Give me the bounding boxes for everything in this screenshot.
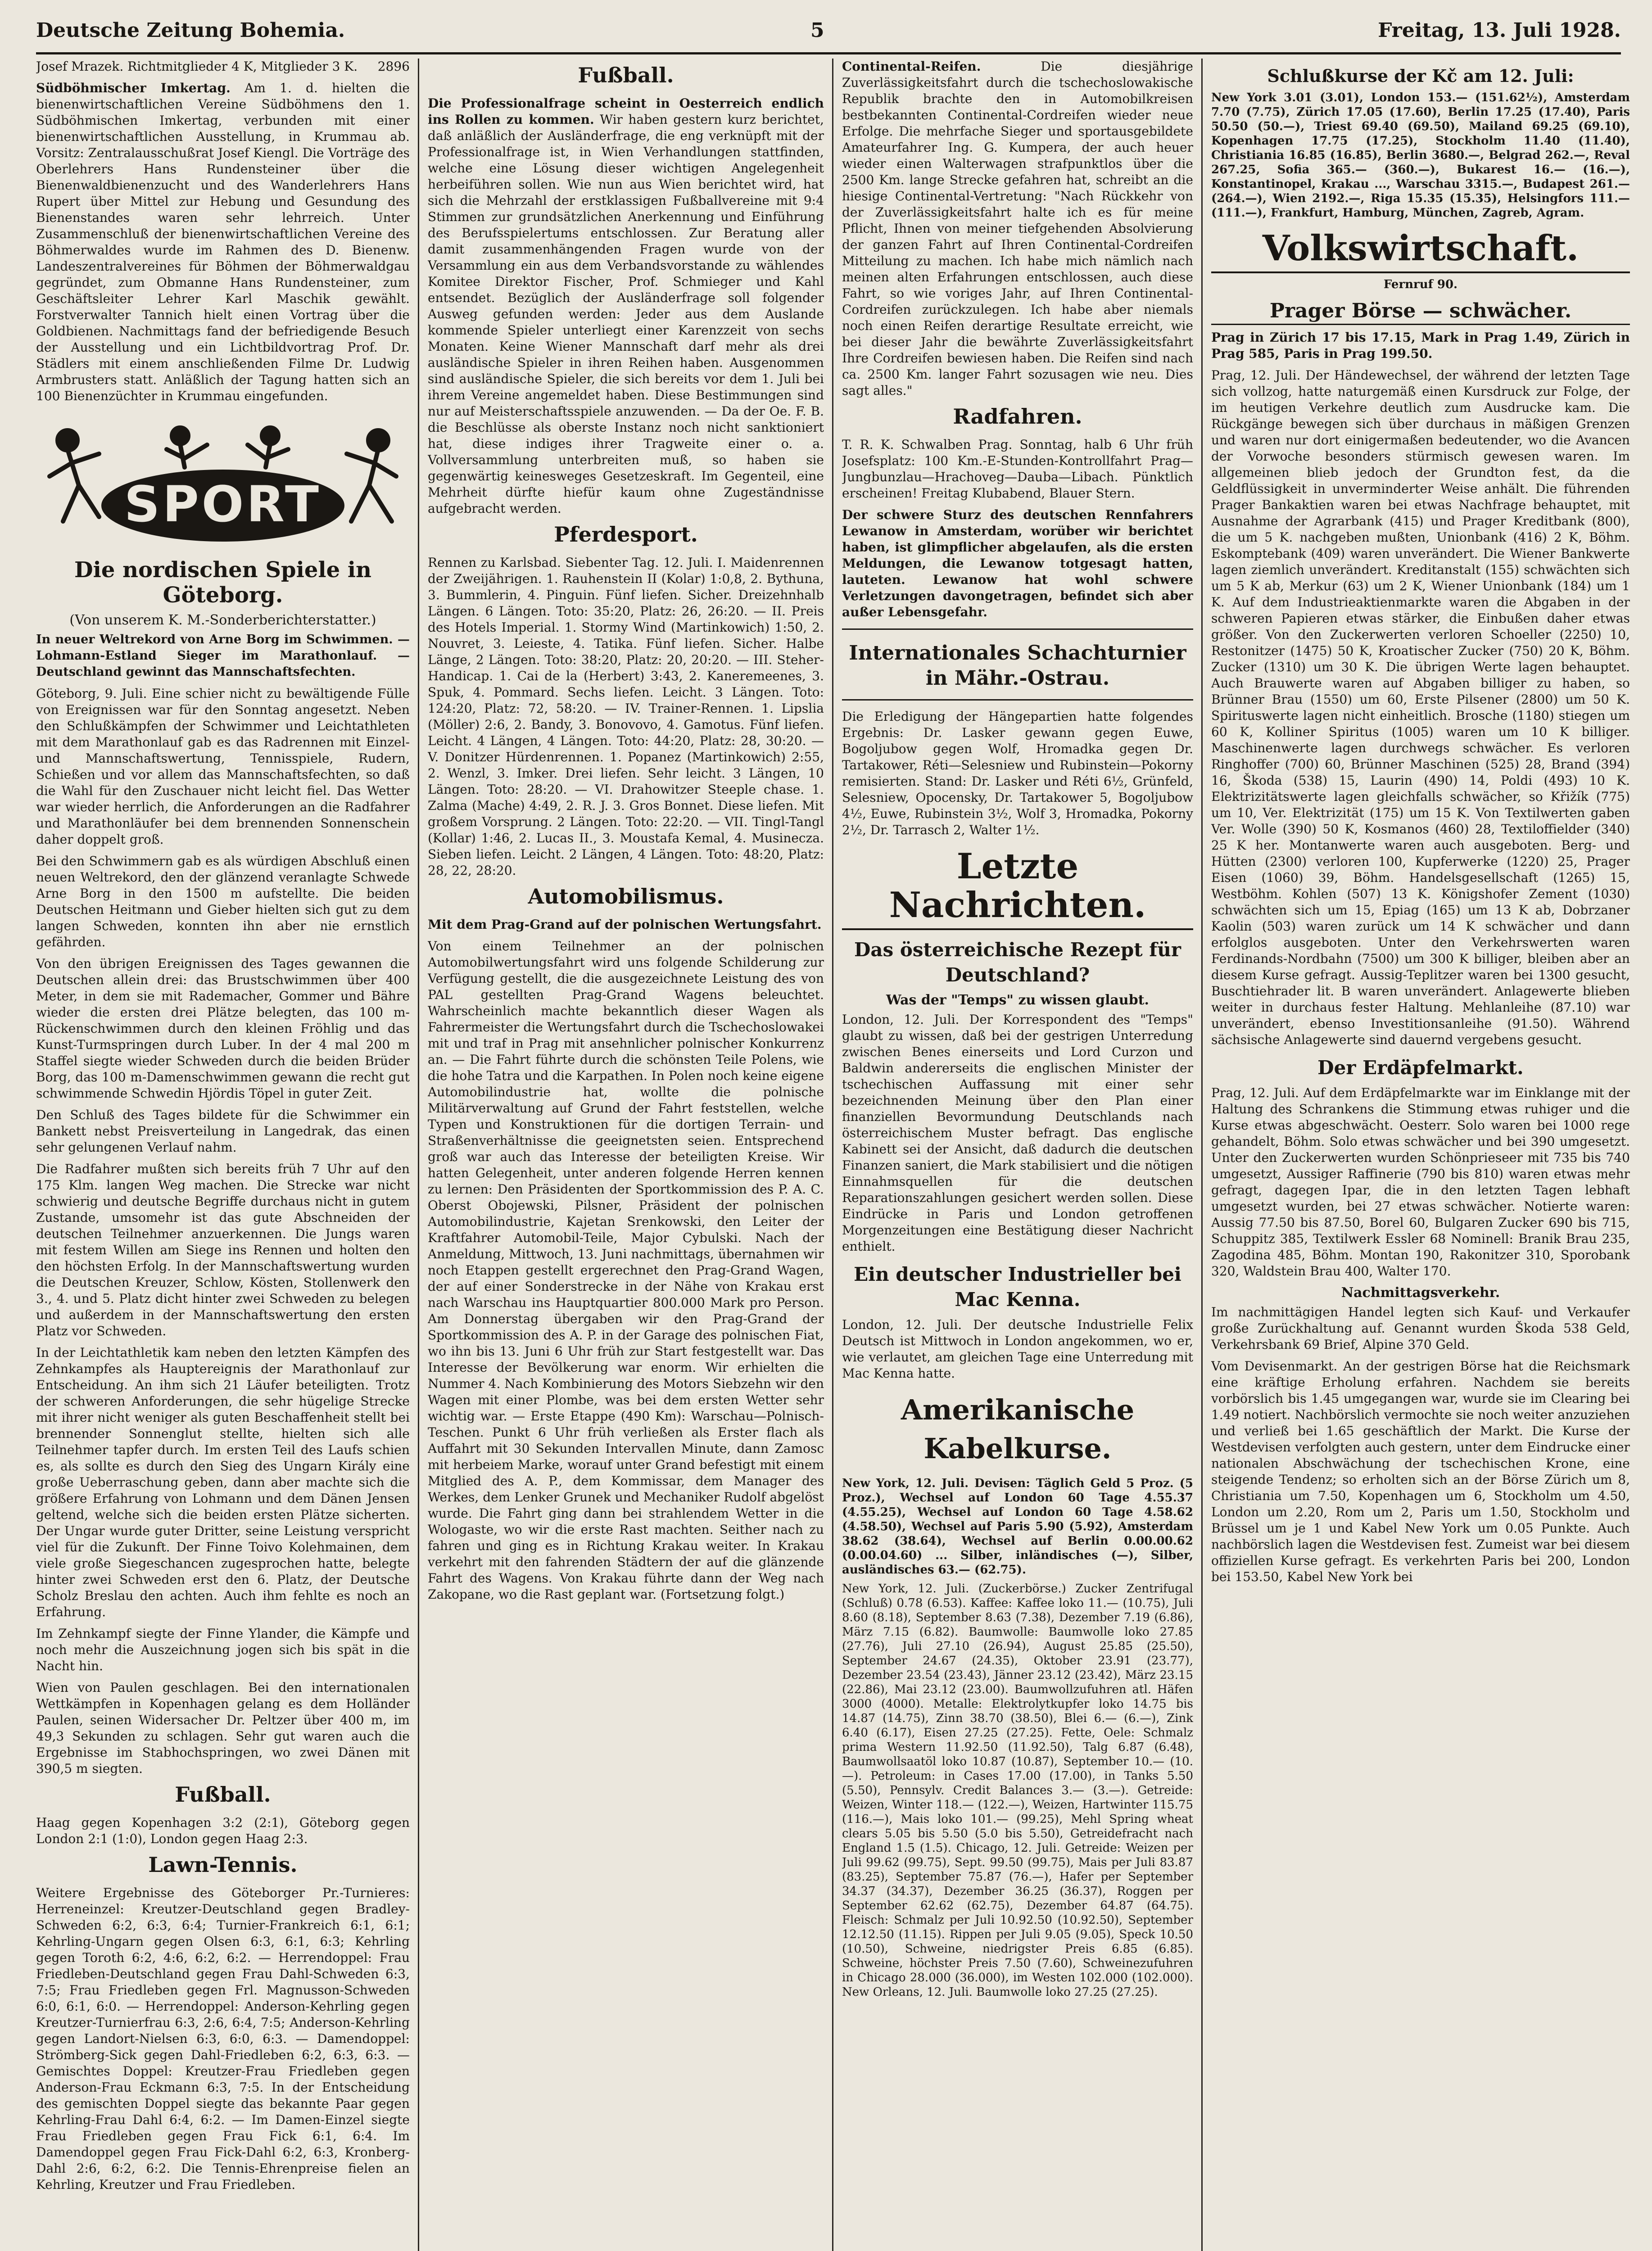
rezept-subhead: Was der "Temps" zu wissen glaubt. [886,992,1149,1008]
goteborg-paragraph: Im Zehnkampf siegte der Finne Ylander, die Kämpfe und noch mehr die Auszeichnung jogen sich bis spät in die Nacht hin. [36,1626,410,1673]
column-4 [1211,59,1630,2251]
goteborg-paragraph: Göteborg, 9. Juli. Eine schier nicht zu bewältigende Fülle von Ereignissen war für den Sonntag angesetzt. Neben den Schlußkämpfen der Schwimmer und Leichtathleten mit dem Marathonlauf gab es das Radrennen mit Einzel- und Mannschaftswertung, Tennisspiele, Rudern, Schießen und vor allem das Mannschaftsfechten, so daß die Wahl für den Zuschauer nicht leicht fiel. Das Wetter war wieder herrlich, die Anforderungen an die Radfahrer und Marathonläufer bei dem brennenden Sonnenschein daher doppelt groß. [36,686,410,847]
volkswirtschaft-headline: Volkswirtschaft. [1211,229,1630,273]
fussball-article: Die Professionalfrage scheint in Oesterreich endlich ins Rollen zu kommen. Wir haben gestern kurz berichtet, daß anläßlich der Ausländerfrage, die eng verknüpft mit der Professionalfrage ist, in Wien Verhandlungen stattfinden, welche eine Lösung dieser wichtigen Angelegenheit herbeiführen sollen. Wie nun aus Wien berichtet wird, hat sich die Mehrzahl der erstklassigen Fußballvereine mit 9:4 Stimmen zur grundsätzlichen Anerkennung und Einführung des Berufsspielertums entschlossen. Zur Beratung aller damit zusammenhängenden Fragen wurde von der Versammlung ein aus dem Verbandsvorstande zu wählendes Komitee Direktor Fischer, Prof. Schmieger und Kahl entsendet. Bezüglich der Ausländerfrage soll folgender Ausweg gefunden werden: Jeder aus dem Auslande kommende Spieler unterliegt einer Karenzzeit von sechs Monaten. Keine Wiener Mannschaft darf mehr als drei ausländische Spieler in ihren Reihen haben. Ausgenommen sind ausländische Spieler, die sich bereits vor dem 1. Juli bei ihrem Vereine angemeldet haben. Diese Bestimmungen sind nur auf Meisterschaftsspiele anzuwenden. — Da der Oe. F. B. die Beschlüsse als oberste Instanz noch nicht sanktioniert hat, diese indiges ihrer Tragweite einer o. a. Vollversammlung unterbreiten muß, so haben sie gegenwärtig keinesweges Gesetzeskraft. Im Gegenteil, eine Mehrheit dürfte hiefür kaum ohne Zugeständnisse aufgebracht werden. [428,96,824,516]
schach-article: Die Erledigung der Hängepartien hatte folgendes Ergebnis: Dr. Lasker gewann gegen Euwe, Bogoljubow gegen Wolf, Hromadka gegen Dr. Tartakower, Réti—Selesniew und Rubinstein—Pokorny remisierten. Stand: Dr. Lasker und Réti 6½, Grünfeld, Selesniew, Opocensky, Dr. Tartakower 5, Bogoljubow 4½, Euwe, Rubinstein 3½, Wolf 3, Hromadka, Pokorny 2½, Dr. Tarrasch 2, Walter 1½. [842,709,1193,837]
masthead-paper-name: Deutsche Zeitung Bohemia. [36,19,345,42]
sport-banner [36,413,410,548]
schach-headline: Internationales Schachturnier in Mähr.-Ostrau. [849,642,1186,690]
goteborg-paragraph: Wien von Paulen geschlagen. Bei den internationalen Wettkämpfen in Kopenhagen gelang es dem Holländer Paulen, seinen Widersacher Dr. Peltzer über 400 m, im 49,3 Sekunden zu schlagen. Sehr gut waren auch die Ergebnisse im Stabhochspringen, wo zwei Dänen mit 390,5 m siegten. [36,1680,410,1776]
radfahren-section-title: Radfahren. [953,404,1082,429]
goteborg-paragraph: Den Schluß des Tages bildete für die Schwimmer ein Bankett nebst Preisverteilung in Langedrak, das einen sehr gelungenen Verlauf nahm. [36,1107,410,1155]
industrie-headline: Ein deutscher Industrieller bei Mac Kenna. [854,1263,1181,1311]
sport-banner-illustration [36,413,410,548]
continental-article: Continental-Reifen. Die diesjährige Zuverlässigkeitsfahrt durch die tschechoslowakische Republik brachte den in Automobilkreisen bestbekannten Continental-Cordreifen wieder neue Erfolge. Die mehrfache Sieger und sportausgebildete Amateurfahrer Ing. G. Kumpera, der auch heuer wieder einen Walterwagen strafpunktlos über die 2500 Km. lange Strecke gefahren hat, schreibt an die hiesige Continental-Vertretung: "Nach Rückkehr von der Zuverlässigkeitsfahrt halte ich es für meine Pflicht, Ihnen von meiner tiefgehenden Absolvierung der ganzen Fahrt auf Ihren Continental-Cordreifen Mitteilung zu machen. Ich habe mich nämlich nach meinen alten Erfahrungen entschlossen, auch diese Fahrt, so wie voriges Jahr, auf Ihren Continental-Cordreifen zurückzulegen. Ich habe aber niemals noch einen Reifen derartige Resultate erreicht, wie bei dieser Jahr die bewährte Zuverlässigkeitsfahrt Ihre Cordreifen bewiesen haben. Die Reifen sind nach ca. 2500 Km. langer Fahrt sozusagen wie neu. Dies sagt alles." [842,59,1193,398]
column-rule [832,59,833,2251]
intro-line: Josef Mrazek. Richtmitglieder 4 K, Mitglieder 3 K. 2896 [36,59,410,74]
kabelkurse-waren: New York, 12. Juli. (Zuckerbörse.) Zucker Zentrifugal (Schluß) 0.78 (6.53). Kaffee: Kaffee loko 11.— (10.75), Juli 8.60 (8.18), September 8.63 (7.38), Dezember 7.19 (6.86), März 7.15 (6.82). Baumwolle: Baumwolle loko 27.85 (27.76), Juli 27.10 (26.94), August 25.85 (25.50), September 24.67 (24.35), Oktober 23.91 (23.77), Dezember 23.54 (23.43), Jänner 23.12 (23.42), März 23.15 (22.86), Mai 23.12 (23.00). Baumwollzufuhren atl. Häfen 3000 (4000). Metalle: Elektrolytkupfer loko 14.75 bis 14.87 (14.75), Zinn 38.70 (38.50), Blei 6.— (6.—), Zink 6.40 (6.17), Eisen 27.25 (27.25). Fette, Oele: Schmalz prima Western 11.92.50 (11.92.50), Talg 6.87 (6.48), Baumwollsaatöl loko 10.87 (10.87), September 10.— (10.—). Petroleum: in Cases 17.00 (17.00), in Tanks 5.50 (5.50), Pennsylv. Credit Balances 3.— (3.—). Getreide: Weizen, Winter 118.— (122.—), Weizen, Hartwinter 115.75 (116.—), Mais loko 101.— (99.25), Mehl Spring wheat clears 5.05 bis 5.50 (5.0 bis 5.50), Getreidefracht nach England 1.5 (1.5). Chicago, 12. Juli. Getreide: Weizen per Juli 99.62 (99.75), Sept. 99.50 (99.75), Mais per Juli 83.87 (83.25), September 75.87 (76.—), Hafer per September 34.37 (34.37), Dezember 36.25 (36.37), Roggen per September 62.62 (62.75), Dezember 64.87 (64.75). Fleisch: Schmalz per Juli 10.92.50 (10.92.50), September 12.12.50 (11.15). Rippen per Juli 9.05 (9.05), Speck 10.50 (10.50), Schweine, niedrigster Preis 6.85 (6.85). Schweine, höchster Preis 7.50 (7.60), Schweinezufuhren in Chicago 28.000 (36.000), im Westen 102.000 (102.000). New Orleans, 12. Juli. Baumwolle loko 27.25 (27.25). [842,1582,1193,1999]
goteborg-paragraph: In der Leichtathletik kam neben den letzten Kämpfen des Zehnkampfes als Hauptereignis der Marathonlauf zur Entscheidung. An ihm sich 21 Läufer beteiligten. Trotz der schweren Anforderungen, die sehr hügelige Strecke mit ihrer nicht weniger als guten Beschaffenheit stellt bei brennender Sonnenglut stellte, hielten sich alle Teilnehmer tapfer durch. Im ersten Teil des Laufs schien es, als sollte es durch den Sieg des Ungarn Király eine große Ueberraschung geben, dann aber machte sich die größere Erfahrung von Lohmann und dem Dänen Jensen geltend, welche sich die beiden ersten Plätze sicherten. Der Ungar wurde guter Dritter, seine Leistung verspricht viel für die Zukunft. Der Finne Toivo Kolehmainen, dem viele große Siegeschancen zugesprochen hatte, belegte hinter zwei Schweden erst den 6. Platz, der Deutsche Scholz Breslau den achten. Auch ihm fehlte es noch an Erfahrung. [36,1345,410,1619]
rezept-headline: Das österreichische Rezept für Deutschland? [854,939,1181,986]
tennis-results: Weitere Ergebnisse des Göteborger Pr.-Turnieres: Herreneinzel: Kreutzer-Deutschland gegen Bradley-Schweden 6:2, 6:3, 6:4; Turnier-Frankreich 6:1, 6:1; Kehrling-Ungarn gegen Olsen 6:3, 6:1, 6:3; Kehrling gegen Toroth 6:2, 4:6, 6:2, 6:2. — Herrendoppel: Frau Friedleben-Deutschland gegen Frau Dahl-Schweden 6:3, 7:5; Frau Friedleben gegen Frl. Magnusson-Schweden 6:0, 6:1, 6:0. — Herrendoppel: Anderson-Kehrling gegen Kreutzer-Turnierfrau 6:3, 2:6, 6:4, 7:5; Anderson-Kehrling gegen Landort-Nielsen 6:3, 6:0, 6:3. — Damendoppel: Strömberg-Sick gegen Dahl-Friedleben 6:2, 6:3, 6:3. — Gemischtes Doppel: Kreutzer-Frau Friedleben gegen Anderson-Frau Eckmann 6:3, 7:5. In der Entscheidung des gemischten Doppel siegte das bekannte Paar gegen Kehrling-Frau Dahl 6:4, 6:2. — Im Damen-Einzel siegte Frau Friedleben gegen Frau Fick 6:1, 6:4. Im Damendoppel gegen Frau Fick-Dahl 6:2, 6:3, Kronberg-Dahl 2:6, 6:2, 6:2. Die Tennis-Ehrenpreise fielen an Kehrling, Kreutzer und Frau Friedleben. [36,1885,410,2192]
column-rule [1201,59,1203,2251]
kabelkurse-devisen: New York, 12. Juli. Devisen: Täglich Geld 5 Proz. (5 Proz.), Wechsel auf London 60 Tage 4.55.37 (4.55.25), Wechsel auf London 60 Tage 4.58.62 (4.58.50), Wechsel auf Paris 5.90 (5.92), Amsterdam 38.62 (38.64), Wechsel auf Berlin 0.00.00.62 (0.00.04.60) ... Silber, inländisches (—), Silber, ausländisches 63.— (62.75). [842,1477,1193,1577]
column-1 [36,59,410,2251]
sport-banner-word: SPORT [124,475,322,533]
fussball-section-title: Fußball. [175,1782,271,1807]
kabelkurse-headline: Amerikanische Kabelkurse. [901,1393,1135,1465]
column-2 [428,59,824,2251]
letzte-nachrichten-headline: Letzte Nachrichten. [842,847,1193,930]
goteborg-paragraph: Von den übrigen Ereignissen des Tages gewannen die Deutschen allein drei: das Brustschwimmen über 400 Meter, in dem sie mit Rademacher, Gommer und Bähre wieder die ersten drei Plätze belegten, das 100 m-Rückenschwimmen durch den kleinen Fröhlig und das Kunst-Turmspringen durch Luber. In der 4 mal 200 m Staffel siegte wieder Schweden durch die beiden Brüder Borg, das 100 m-Damenschwimmen gewann die recht gut schwimmende Schwedin Hjördis Töpel in guter Zeit. [36,956,410,1101]
automobilismus-lead: Mit dem Prag-Grand auf der polnischen Wertungsfahrt. [428,917,822,932]
masthead-page-number: 5 [810,19,824,42]
boerse-article: Prag, 12. Juli. Der Händewechsel, der während der letzten Tage sich vollzog, hatte naturgemäß einen Kursdruck zur Folge, der im heutigen Verkehre deutlich zum Ausdrucke kam. Die Rückgänge bewegen sich über durchaus in mäßigen Grenzen und waren nur dort einigermaßen bedeutender, wo die Avancen der Vorwoche besonders stürmisch gewesen waren. Im allgemeinen blieb jedoch der Grundton fest, da die Geldflüssigkeit in unverminderter Weise anhält. Die führenden Prager Bankaktien waren bei etwas Nachfrage behauptet, mit Ausnahme der Agrarbank (415) und Prager Kreditbank (800), die um 5 K. nachgeben mußten, Unionbank (416) 2 K, Böhm. Eskomptebank (409) waren unverändert. Die Wiener Bankwerte lagen ziemlich unverändert. Kreditanstalt (155) schwächten sich um 5 K ab, Merkur (63) um 2 K, Wiener Unionbank (184) um 1 K. Auf dem Industrieaktienmarkte waren die Abgaben in der schweren Papieren etwas stärker, die Einbußen daher etwas größer. Von den Zuckerwerten verloren Schoeller (2250) 10, Restonitzer (1475) 50 K, Kroatischer Zucker (750) 20 K, Böhm. Zucker (1310) um 30 K. Die übrigen Werte lagen behauptet. Auch Brauwerte waren auf Abgaben billiger zu haben, so Brünner Brau (1550) um 60, Erste Pilsener (2800) um 50 K. Spirituswerte lagen nicht einheitlich. Brosche (1180) stiegen um 60 K, Kolliner Spiritus (1005) waren um 10 K billiger. Maschinenwerte lagen durchwegs schwächer. Es verloren Ringhoffer (700) 60, Brünner Maschinen (525) 28, Brand (394) 16, Škoda (538) 15, Laurin (490) 14, Poldi (493) 10 K. Elektrizitätswerte lagen gleichfalls schwächer, so Křižík (775) um 10, Ver. Elektrizität (175) um 15 K. Von Textilwerten gaben Ver. Wolle (390) 50 K, Kosmanos (460) 28, Textiloffielder (340) 25 K her. Montanwerte waren auch ausgeboten. Berg- und Hütten (2300) verloren 100, Kupferwerke (1220) 25, Prager Eisen (1060) 39, Böhm. Handelsgesellschaft (1265) 15, Westböhm. Kohlen (507) 13 K. Königshofer Zement (1030) schwächten sich um 15, Epiag (165) um 13 K ab, Dobrzaner Kaolin (503) waren zurück um 14 K schwächer und dann erfolglos ausgeboten. Unter den Verkehrswerten waren Ferdinands-Nordbahn (7500) um 300 K billiger, bleiben aber an diesem Kurse gefragt. Aussig-Teplitzer waren bei 1300 gesucht, Buschtiehrader lit. B waren unverändert. Anlagewerte blieben weiter in durchaus fester Haltung. Mehlanleihe (87.10) war unverändert, ebenso Investitionsanleihe (91.50). Während sächsische Anlagewerte sind dauernd vergebens gesucht. [1211,368,1630,1047]
boerse-lead: Prag in Zürich 17 bis 17.15, Mark in Prag 1.49, Zürich in Prag 585, Paris in Prag 199.50. [1211,330,1630,361]
column-rule [418,59,419,2251]
volkswirtschaft-fernruf: Fernruf 90. [1383,278,1458,291]
fussball-section-title: Fußball. [578,63,674,87]
devisenmarkt-article: Vom Devisenmarkt. An der gestrigen Börse hat die Reichsmark eine kräftige Erholung erfahren. Nachdem sie bereits vorbörslich bis 1.45 umgegangen war, wurde sie im Clearing bei 1.49 notiert. Nachbörslich vermochte sie noch weiter anzuziehen und verließ bei 1.65 geschäftlich der Markt. Die Kurse der Westdevisen verfolgten auch gestern, unter dem Eindrucke einer nationalen Abschwächung der tschechischen Krone, eine steigende Tendenz; so erholten sich an der Börse Zürich um 8, Christiania um 7.50, Kopenhagen um 6, Stockholm um 4.50, London um 2.20, Rom um 2, Paris um 1.50, Stockholm und Brüssel um je 1 und Kabel New York um 0.05 Punkte. Auch nachbörslich lagen die Westdevisen fest. Zumeist war bei diesem offiziellen Kurse gefragt. Es verkehrten Paris bei 200, London bei 153.50, Kabel New York bei [1211,1359,1630,1584]
column-3 [842,59,1193,2251]
automobilismus-article: Von einem Teilnehmer an der polnischen Automobilwertungsfahrt wird uns folgende Schilderung zur Verfügung gestellt, die die ausgezeichnete Leistung des von PAL gestellten Prag-Grand Wagens beleuchtet. Wahrscheinlich machte bekanntlich dieser Wagen als Fahrermeister die Wertungsfahrt durch die Tschechoslowakei mit und traf in Prag mit ansehnlicher polnischer Konkurrenz an. — Die Fahrt führte durch die schönsten Teile Polens, wie die hohe Tatra und die Karpathen. In Polen noch keine eigene Automobilindustrie hat, wollte die polnische Militärverwaltung auf Grund der Fahrt feststellen, welche Typen und Konstruktionen für die dortigen Terrain- und Straßenverhältnisse die geeignetsten seien. Entsprechend groß war auch das Interesse der beteiligten Kreise. Wir hatten Gelegenheit, unter anderen folgende Herren kennen zu lernen: Den Präsidenten der Sportkommission des P. A. C. Oberst Obojewski, Pilsner, Präsident der polnischen Automobilindustrie, Kajetan Srenkowski, den Leiter der Kraftfahrer Automobil-Teile, Major Cybulski. Nach der Anmeldung, Mittwoch, 13. Juni nachmittags, übernahmen wir noch Etappen gestellt ergerechnet den Prag-Grand Wagen, der auf einer Sonderstrecke in der Nähe von Krakau erst nach Warschau ins Hauptquartier 800.000 Mark pro Person. Am Donnerstag übergaben wir den Prag-Grand der Sportkommission des A. P. in der Garage des polnischen Fiat, wo ihn bis 13. Juni 6 Uhr früh zur Start festgestellt war. Das Interesse der Bevölkerung war enorm. Wir erhielten die Nummer 4. Nach Kombinierung des Motors Siebzehn wir den Wagen mit einer Plombe, was bei dem ersten Wetter sehr wichtig war. — Erste Etappe (490 Km): Warschau—Polnisch-Teschen. Punkt 6 Uhr früh verließen als Erster flach als Auffahrt mit 30 Sekunden Intervallen Minute, dann Zamosc mit herbeiem Marke, worauf unter Grand befestigt mit einem Mitglied des A. P., dem Kommissar, dem Manager des Werkes, dem Lenker Grunek und Mechaniker Rudolf abgelöst wurde. Die Fahrt ging dann bei strahlendem Wetter in die Wologaste, wo wir die erste Rast machten. Seither nach zu fahren und ging es in Richtung Krakau weiter. In Krakau verkehrt mit den fahrenden Städtern der auf die glänzende Fahrt des Wagens. Von Krakau führte dann der Weg nach Zakopane, wo die Rast geplant war. (Fortsetzung folgt.) [428,939,824,1602]
schlusskurse-headline: Schlußkurse der Kč am 12. Juli: [1267,66,1574,86]
pferdesport-section-title: Pferdesport. [554,522,698,547]
rezept-article: London, 12. Juli. Der Korrespondent des "Temps" glaubt zu wissen, daß bei der gestrigen Unterredung zwischen Benes einerseits und Lord Curzon und Baldwin andererseits die englischen Minister der tschechischen Auffassung mit einer sehr bezeichnenden Meinung über den Plan einer finanziellen Bevormundung Deutschlands nach österreichischem Muster befragt. Das englische Kabinett sei der Ansicht, daß dadurch die deutschen Finanzen saniert, die Mark stabilisiert und die nötigen Einnahmsquellen für die deutschen Reparationszahlungen gesichert werden sollen. Diese Eindrücke in Paris und London getroffenen Morgenzeitungen eine Bestätigung dieser Nachricht enthielt. [842,1012,1193,1254]
masthead [36,9,1621,54]
goteborg-headline: Die nordischen Spiele in Göteborg. [74,557,372,608]
nachmittagsverkehr-headline: Nachmittagsverkehr. [1341,1285,1500,1301]
imkertag-article: Südböhmischer Imkertag. Am 1. d. hielten die bienenwirtschaftlichen Vereine Südböhmens den 1. Südböhmischen Imkertag, verbunden mit einer bienenwirtschaftlichen Ausstellung, in Krummau ab. Vorsitz: Zentralausschußrat Josef Kiengl. Die Vorträge des Oberlehrers Hans Rundensteiner über die Bienenwaldbienenzucht und des Wanderlehrers Hans Rupert über Mittel zur Hebung und Gesundung des Bienenstandes waren sehr lehrreich. Unter Zusammenschluß der bienenwirtschaftlichen Vereine des Böhmerwaldes wurde im Rahmen des D. Bienenw. Landeszentralvereines für Böhmen der Böhmerwaldgau gegründet, zum Obmanne Hans Rundensteiner, zum Geschäftsleiter Lehrer Karl Maschik gewählt. Forstverwalter Tannich hielt einen Vortrag über die Goldbienen. Nachmittags fand der befriedigende Besuch der Ausstellung und ein Lichtbildvortrag Prof. Dr. Städlers mit einem anschließenden Filme Dr. Ludwig Armbrusters statt. Anläßlich der Tagung hatten sich an 100 Bienenzüchter in Krummau eingefunden. [36,81,410,403]
pferdesport-results: Rennen zu Karlsbad. Siebenter Tag. 12. Juli. I. Maidenrennen der Zweijährigen. 1. Rauhenstein II (Kolar) 1:0,8, 2. Bythuna, 3. Bummlerin, 4. Pinguin. Fünf liefen. Sicher. Dreizehnhalb Längen. 6 Längen. Toto: 35:20, Platz: 26, 26:20. — II. Preis des Hotels Imperial. 1. Stormy Wind (Martinkowich) 1:50, 2. Nouvret, 3. Leieste, 4. Tatika. Fünf liefen. Sicher. Halbe Länge, 2 Längen. Toto: 38:20, Platz: 20, 20:20. — III. Steher-Handicap. 1. Cai de la (Herbert) 3:43, 2. Kaneremeenes, 3. Spuk, 4. Pommard. Sechs liefen. Leicht. 3 Längen. Toto: 124:20, Platz: 72, 58:20. — IV. Trainer-Rennen. 1. Lipslia (Möller) 2:6, 2. Bandy, 3. Bonovovo, 4. Gamotus. Fünf liefen. Leicht. 4 Längen, 4 Längen. Toto: 44:20, Platz: 28, 30:20. — V. Donitzer Hürdenrennen. 1. Popanez (Martinkowich) 2:55, 2. Wenzl, 3. Imker. Drei liefen. Sehr leicht. 3 Längen, 10 Längen. Toto: 28:20. — VI. Drahowitzer Steeple chase. 1. Zalma (Mache) 4:49, 2. R. J. 3. Gros Bonnet. Diese liefen. Mit großem Vorsprung. 2 Längen. Toto: 22:20. — VII. Tingl-Tangl (Kollar) 1:46, 2. Lucas II., 3. Moustafa Kemal, 4. Musinecza. Sieben liefen. Leicht. 2 Längen, 4 Längen. Toto: 48:20, Platz: 28, 22, 28:20. [428,555,824,878]
automobilismus-section-title: Automobilismus. [528,884,724,909]
industrie-article: London, 12. Juli. Der deutsche Industrielle Felix Deutsch ist Mittwoch in London angekommen, wo er, wie verlautet, am gleichen Tage eine Unterredung mit Mac Kenna hatte. [842,1317,1193,1381]
erdaepfelmarkt-headline: Der Erdäpfelmarkt. [1317,1057,1524,1079]
tennis-section-title: Lawn-Tennis. [148,1853,298,1877]
masthead-date: Freitag, 13. Juli 1928. [1378,19,1621,42]
goteborg-paragraph: Die Radfahrer mußten sich bereits früh 7 Uhr auf den 175 Klm. langen Weg machen. Die Strecke war nicht schwierig und deutsche Begriffe durchaus nicht in gutem Zustande, umsomehr ist das gute Abschneiden der deutschen Teilnehmer anzuerkennen. Die Jungs waren mit festem Willen am Siege ins Rennen und holten den den höchsten Erfolg. In der Mannschaftswertung wurden die Deutschen Kreuzer, Schlow, Kösten, Stollenwerk den 3., 4. und 5. Platz dicht hinter zwei Schweden zu belegen und außerdem in der Mannschaftswertung den ersten Platz vor Schweden. [36,1162,410,1338]
schach-box [842,628,1193,701]
boerse-headline: Prager Börse — schwächer. [1211,298,1630,325]
erdaepfelmarkt-article: Prag, 12. Juli. Auf dem Erdäpfelmarkte war im Einklange mit der Haltung des Schrankens die Stimmung etwas ruhiger und die Kurse etwas abgeschwächt. Oesterr. Solo waren bei 1000 rege gehandelt, Böhm. Solo etwas schwächer und bei 390 umgesetzt. Unter den Zuckerwerten wurden Schönprieseer mit 735 bis 740 umgesetzt, Aussiger Raffinerie (790 bis 810) waren etwas mehr gefragt, dagegen Ipar, die in den letzten Tagen lebhaft umgesetzt wurden, bei 27 etwas schwächer. Notierte waren: Aussig 77.50 bis 87.50, Borel 60, Bulgaren Zucker 690 bis 715, Schuppitz 385, Textilwerk Essler 68 Nominell: Branik Brau 235, Zagodina 485, Böhm. Montan 190, Rakonitzer 310, Sporobank 320, Waldstein Brau 400, Walter 170. [1211,1085,1630,1279]
goteborg-byline: (Von unserem K. M.-Sonderberichterstatter.) [69,612,376,628]
radfahren-notice: T. R. K. Schwalben Prag. Sonntag, halb 6 Uhr früh Josefsplatz: 100 Km.-E-Stunden-Kontrollfahrt Prag—Jungbunzlau—Hrachoveg—Dauba—Libach. Pünktlich erscheinen! Freitag Klubabend, Blauer Stern. [842,437,1193,501]
goteborg-paragraph: Bei den Schwimmern gab es als würdigen Abschluß einen neuen Weltrekord, den der glänzend veranlagte Schwede Arne Borg in den 1500 m aufstellte. Die beiden Deutschen Heitmann und Gieber hielten sich gut zu dem langen Schweden, konnten ihn aber nie ernstlich gefährden. [36,854,410,949]
goteborg-subhead: In neuer Weltrekord von Arne Borg im Schwimmen. — Lohmann-Estland Sieger im Marathonlauf. — Deutschland gewinnt das Mannschaftsfechten. [36,633,410,679]
nachmittagsverkehr-article: Im nachmittägigen Handel legten sich Kauf- und Verkaufer große Zurückhaltung auf. Genannt wurden Škoda 538 Geld, Verkehrsbank 69 Brief, Alpine 370 Geld. [1211,1305,1630,1352]
schlusskurse-table: New York 3.01 (3.01), London 153.— (151.62½), Amsterdam 7.70 (7.75), Zürich 17.05 (17.60), Berlin 17.25 (17.40), Paris 50.50 (50.—), Triest 69.40 (69.50), Mailand 69.25 (69.10), Kopenhagen 17.75 (17.25), Stockholm 11.40 (11.40), Christiania 16.85 (16.85), Berlin 3680.—, Belgrad 262.—, Reval 267.25, Sofia 365.— (360.—), Bukarest 16.— (16.—), Konstantinopel, Krakau ..., Warschau 3315.—, Budapest 261.— (264.—), Wien 2192.—, Riga 15.35 (15.35), Helsingfors 111.— (111.—), Frankfurt, Hamburg, München, Zagreb, Agram. [1211,91,1630,220]
fussball-results: Haag gegen Kopenhagen 3:2 (2:1), Göteborg gegen London 2:1 (1:0), London gegen Haag 2:3. [36,1815,410,1846]
radfahren-bold-notice: Der schwere Sturz des deutschen Rennfahrers Lewanow in Amsterdam, worüber wir berichtet haben, ist glimpflicher abgelaufen, als die ersten Meldungen, die Lewanow totgesagt hatten, lauteten. Lewanow hat wohl schwere Verletzungen davongetragen, befindet sich aber außer Lebensgefahr. [842,507,1193,619]
